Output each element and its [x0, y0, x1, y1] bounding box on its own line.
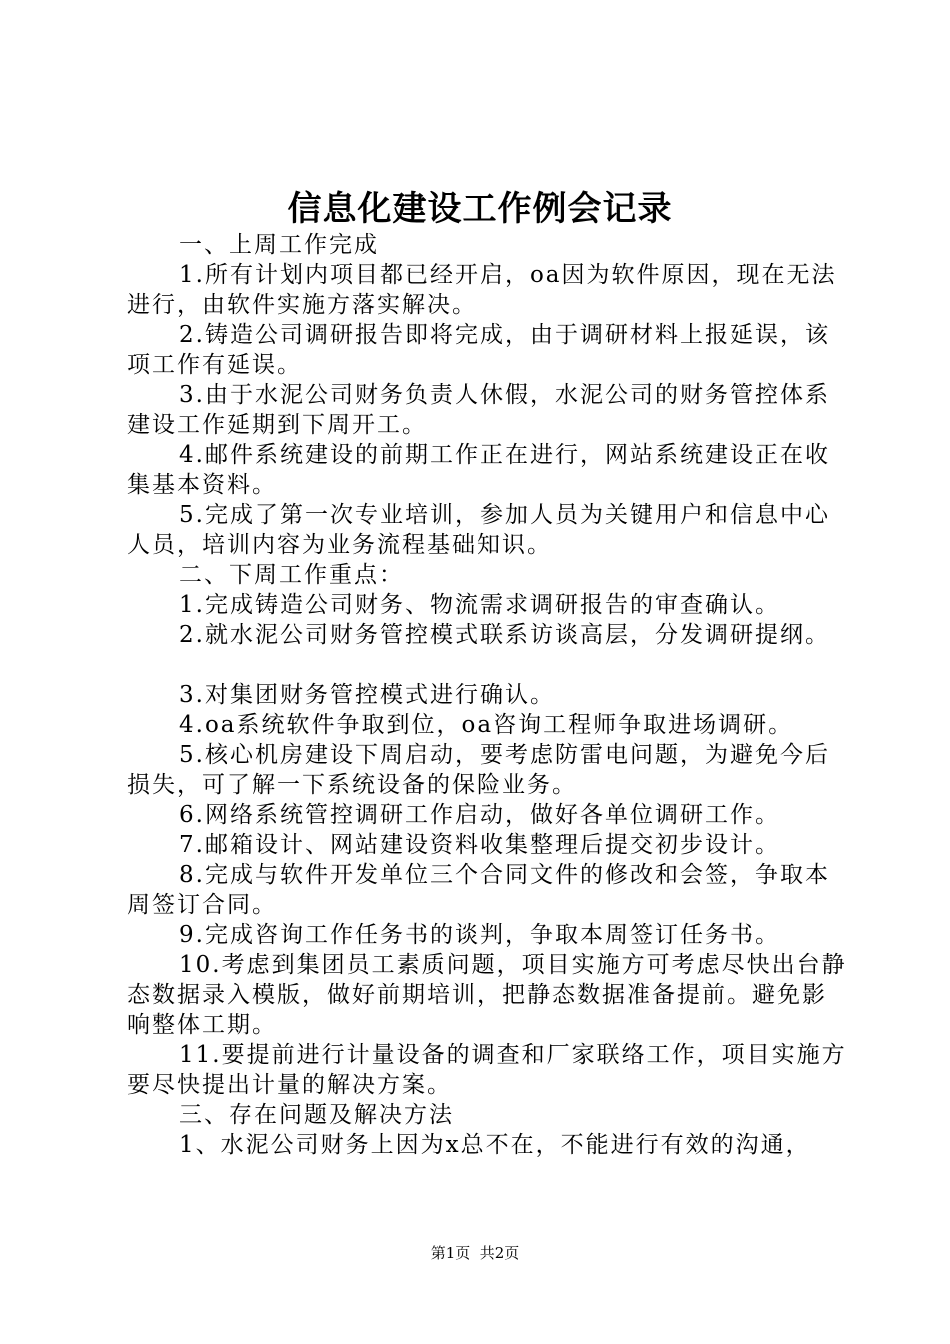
section-heading: 二、下周工作重点： — [179, 562, 404, 588]
paragraph: 7.邮箱设计、网站建设资料收集整理后提交初步设计。 — [179, 832, 780, 858]
paragraph: 11.要提前进行计量设备的调查和厂家联络工作，项目实施方要尽快提出计量的解决方案。 — [127, 1042, 847, 1098]
section-heading: 三、存在问题及解决方法 — [179, 1102, 454, 1128]
paragraph: 4.oa系统软件争取到位，oa咨询工程师争取进场调研。 — [179, 712, 794, 738]
paragraph: 3.对集团财务管控模式进行确认。 — [179, 682, 555, 708]
paragraph: 6.网络系统管控调研工作启动，做好各单位调研工作。 — [179, 802, 780, 828]
paragraph: 1、水泥公司财务上因为x总不在，不能进行有效的沟通， — [179, 1132, 811, 1158]
document-title: 信息化建设工作例会记录 — [287, 189, 673, 229]
page-footer: 第1页 共2页 — [430, 1244, 520, 1262]
paragraph: 4.邮件系统建设的前期工作正在进行，网站系统建设正在收集基本资料。 — [127, 442, 830, 498]
document-body — [127, 230, 847, 1160]
paragraph: 8.完成与软件开发单位三个合同文件的修改和会签，争取本周签订合同。 — [127, 862, 830, 918]
paragraph: 5.核心机房建设下周启动，要考虑防雷电问题，为避免今后损失，可了解一下系统设备的保险业务。 — [127, 742, 830, 798]
paragraph: 1.完成铸造公司财务、物流需求调研报告的审查确认。 — [179, 592, 780, 618]
paragraph: 2.就水泥公司财务管控模式联系访谈高层，分发调研提纲。 — [179, 622, 830, 648]
paragraph: 1.所有计划内项目都已经开启，oa因为软件原因，现在无法进行，由软件实施方落实解决。 — [127, 262, 837, 318]
paragraph: 5.完成了第一次专业培训，参加人员为关键用户和信息中心人员，培训内容为业务流程基础知识。 — [127, 502, 830, 558]
paragraph: 10.考虑到集团员工素质问题，项目实施方可考虑尽快出台静态数据录入模版，做好前期培训，把静态数据准备提前。避免影响整体工期。 — [127, 952, 847, 1038]
paragraph: 3.由于水泥公司财务负责人休假，水泥公司的财务管控体系建设工作延期到下周开工。 — [127, 382, 830, 438]
section-heading: 一、上周工作完成 — [179, 232, 379, 258]
paragraph: 2.铸造公司调研报告即将完成，由于调研材料上报延误，该项工作有延误。 — [127, 322, 830, 378]
paragraph: 9.完成咨询工作任务书的谈判，争取本周签订任务书。 — [179, 922, 780, 948]
